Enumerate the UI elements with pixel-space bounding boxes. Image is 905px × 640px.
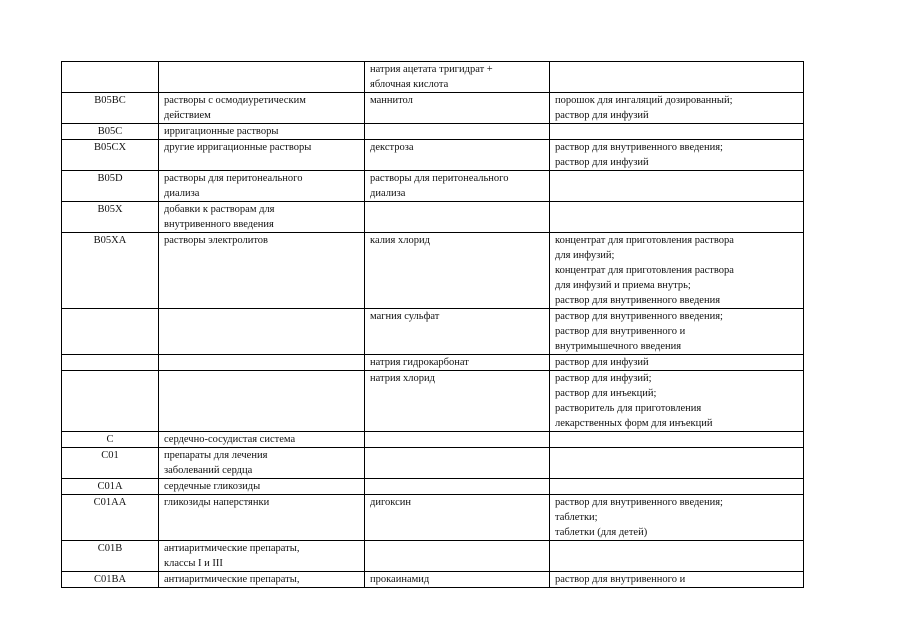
cell-text-line: диализа — [164, 188, 200, 199]
cell-text: C — [106, 434, 114, 445]
table-row — [62, 309, 804, 355]
cell-text-line: натрия гидрокарбонат — [370, 357, 469, 368]
cell-text-line: внутривенного введения — [164, 219, 274, 230]
table-row — [62, 233, 804, 309]
cell-text-line: раствор для внутривенного введения; — [555, 497, 723, 508]
table-row — [62, 371, 804, 432]
cell-text-line: таблетки (для детей) — [555, 527, 648, 538]
cell-text-line: калия хлорид — [370, 235, 430, 246]
atc-group-cell — [159, 233, 365, 309]
cell-text-line: сердечно-сосудистая система — [164, 434, 296, 445]
cell-text: B05XA — [93, 235, 127, 246]
substance-cell — [365, 140, 550, 171]
table-row — [62, 432, 804, 448]
atc-code-cell — [62, 171, 159, 202]
cell-text: B05X — [97, 204, 123, 215]
table-row — [62, 171, 804, 202]
dosage-forms-cell — [550, 233, 804, 309]
cell-text: C01 — [101, 450, 119, 461]
substance-cell — [365, 171, 550, 202]
cell-text-line: внутримышечного введения — [555, 341, 682, 352]
atc-group-cell — [159, 202, 365, 233]
cell-text-line: лекарственных форм для инъекций — [555, 418, 713, 429]
cell-text-line: раствор для инъекций; — [555, 388, 657, 399]
cell-text-line: декстроза — [370, 142, 414, 153]
dosage-forms-cell — [550, 572, 804, 588]
cell-text-line: препараты для лечения — [164, 450, 268, 461]
cell-text-line: гликозиды наперстянки — [164, 497, 270, 508]
cell-text-line: растворы для перитонеального — [164, 173, 303, 184]
cell-text: B05C — [97, 126, 123, 137]
atc-group-cell — [159, 62, 365, 93]
cell-text-line: растворитель для приготовления — [555, 403, 702, 414]
substance-cell — [365, 495, 550, 541]
substance-cell — [365, 62, 550, 93]
table-row — [62, 541, 804, 572]
cell-text-line: антиаритмические препараты, — [164, 574, 300, 585]
atc-group-cell — [159, 479, 365, 495]
table-body — [62, 62, 804, 588]
atc-code-cell — [62, 140, 159, 171]
dosage-forms-cell — [550, 541, 804, 572]
substance-cell — [365, 432, 550, 448]
atc-group-cell — [159, 93, 365, 124]
substance-cell — [365, 572, 550, 588]
atc-code-cell — [62, 233, 159, 309]
atc-group-cell — [159, 309, 365, 355]
atc-group-cell — [159, 171, 365, 202]
dosage-forms-cell — [550, 355, 804, 371]
table-row — [62, 202, 804, 233]
cell-text-line: для инфузий; — [555, 250, 615, 261]
cell-text-line: ирригационные растворы — [164, 126, 279, 137]
dosage-forms-cell — [550, 309, 804, 355]
cell-text-line: растворы с осмодиуретическим — [164, 95, 306, 106]
dosage-forms-cell — [550, 124, 804, 140]
atc-code-cell — [62, 62, 159, 93]
substance-cell — [365, 233, 550, 309]
atc-code-cell — [62, 572, 159, 588]
dosage-forms-cell — [550, 171, 804, 202]
dosage-forms-cell — [550, 495, 804, 541]
atc-group-cell — [159, 572, 365, 588]
substance-cell — [365, 541, 550, 572]
cell-text: C01B — [97, 543, 123, 554]
substance-cell — [365, 371, 550, 432]
atc-group-cell — [159, 541, 365, 572]
cell-text-line: добавки к растворам для — [164, 204, 275, 215]
cell-text-line: раствор для внутривенного и — [555, 326, 686, 337]
substance-cell — [365, 479, 550, 495]
atc-code-cell — [62, 495, 159, 541]
substance-cell — [365, 124, 550, 140]
dosage-forms-cell — [550, 202, 804, 233]
cell-text-line: концентрат для приготовления раствора — [555, 235, 734, 246]
cell-text-line: раствор для внутривенного введения; — [555, 142, 723, 153]
cell-text: C01BA — [93, 574, 127, 585]
cell-text-line: порошок для ингаляций дозированный; — [555, 95, 733, 106]
dosage-forms-cell — [550, 479, 804, 495]
atc-code-cell — [62, 309, 159, 355]
dosage-forms-cell — [550, 62, 804, 93]
cell-text-line: яблочная кислота — [370, 79, 449, 90]
atc-code-cell — [62, 202, 159, 233]
substance-cell — [365, 355, 550, 371]
cell-text-line: дигоксин — [370, 497, 411, 508]
dosage-forms-cell — [550, 93, 804, 124]
drug-list-table — [61, 61, 804, 588]
cell-text-line: концентрат для приготовления раствора — [555, 265, 734, 276]
substance-cell — [365, 448, 550, 479]
substance-cell — [365, 309, 550, 355]
cell-text-line: раствор для внутривенного введения — [555, 295, 721, 306]
atc-group-cell — [159, 140, 365, 171]
cell-text-line: диализа — [370, 188, 406, 199]
cell-text: B05CX — [93, 142, 127, 153]
table-row — [62, 124, 804, 140]
atc-group-cell — [159, 432, 365, 448]
cell-text-line: заболеваний сердца — [164, 465, 253, 476]
atc-group-cell — [159, 124, 365, 140]
table-row — [62, 93, 804, 124]
table-row — [62, 62, 804, 93]
cell-text-line: растворы для перитонеального — [370, 173, 509, 184]
cell-text-line: раствор для инфузий — [555, 157, 649, 168]
cell-text: B05D — [97, 173, 123, 184]
atc-group-cell — [159, 448, 365, 479]
atc-code-cell — [62, 355, 159, 371]
cell-text-line: раствор для инфузий — [555, 357, 649, 368]
cell-text-line: сердечные гликозиды — [164, 481, 261, 492]
cell-text-line: раствор для инфузий; — [555, 373, 652, 384]
atc-group-cell — [159, 495, 365, 541]
cell-text: C01AA — [93, 497, 127, 508]
cell-text-line: прокаинамид — [370, 574, 430, 585]
dosage-forms-cell — [550, 448, 804, 479]
atc-code-cell — [62, 371, 159, 432]
table-row — [62, 495, 804, 541]
atc-code-cell — [62, 432, 159, 448]
atc-code-cell — [62, 479, 159, 495]
cell-text-line: маннитол — [370, 95, 413, 106]
cell-text-line: антиаритмические препараты, — [164, 543, 300, 554]
table-row — [62, 355, 804, 371]
substance-cell — [365, 93, 550, 124]
cell-text-line: другие ирригационные растворы — [164, 142, 312, 153]
cell-text-line: раствор для внутривенного введения; — [555, 311, 723, 322]
cell-text-line: таблетки; — [555, 512, 598, 523]
atc-code-cell — [62, 93, 159, 124]
atc-group-cell — [159, 355, 365, 371]
atc-code-cell — [62, 448, 159, 479]
atc-code-cell — [62, 124, 159, 140]
atc-code-cell — [62, 541, 159, 572]
dosage-forms-cell — [550, 432, 804, 448]
dosage-forms-cell — [550, 140, 804, 171]
table-row — [62, 448, 804, 479]
cell-text-line: раствор для внутривенного и — [555, 574, 686, 585]
cell-text-line: растворы электролитов — [164, 235, 269, 246]
atc-group-cell — [159, 371, 365, 432]
cell-text: C01A — [97, 481, 123, 492]
dosage-forms-cell — [550, 371, 804, 432]
cell-text-line: для инфузий и приема внутрь; — [555, 280, 691, 291]
cell-text-line: натрия хлорид — [370, 373, 435, 384]
substance-cell — [365, 202, 550, 233]
cell-text-line: магния сульфат — [370, 311, 440, 322]
cell-text: B05BC — [94, 95, 126, 106]
cell-text-line: раствор для инфузий — [555, 110, 649, 121]
table-row — [62, 479, 804, 495]
cell-text-line: классы I и III — [164, 558, 223, 569]
cell-text-line: натрия ацетата тригидрат + — [370, 64, 493, 75]
cell-text-line: действием — [164, 110, 211, 121]
table-row — [62, 572, 804, 588]
table-row — [62, 140, 804, 171]
